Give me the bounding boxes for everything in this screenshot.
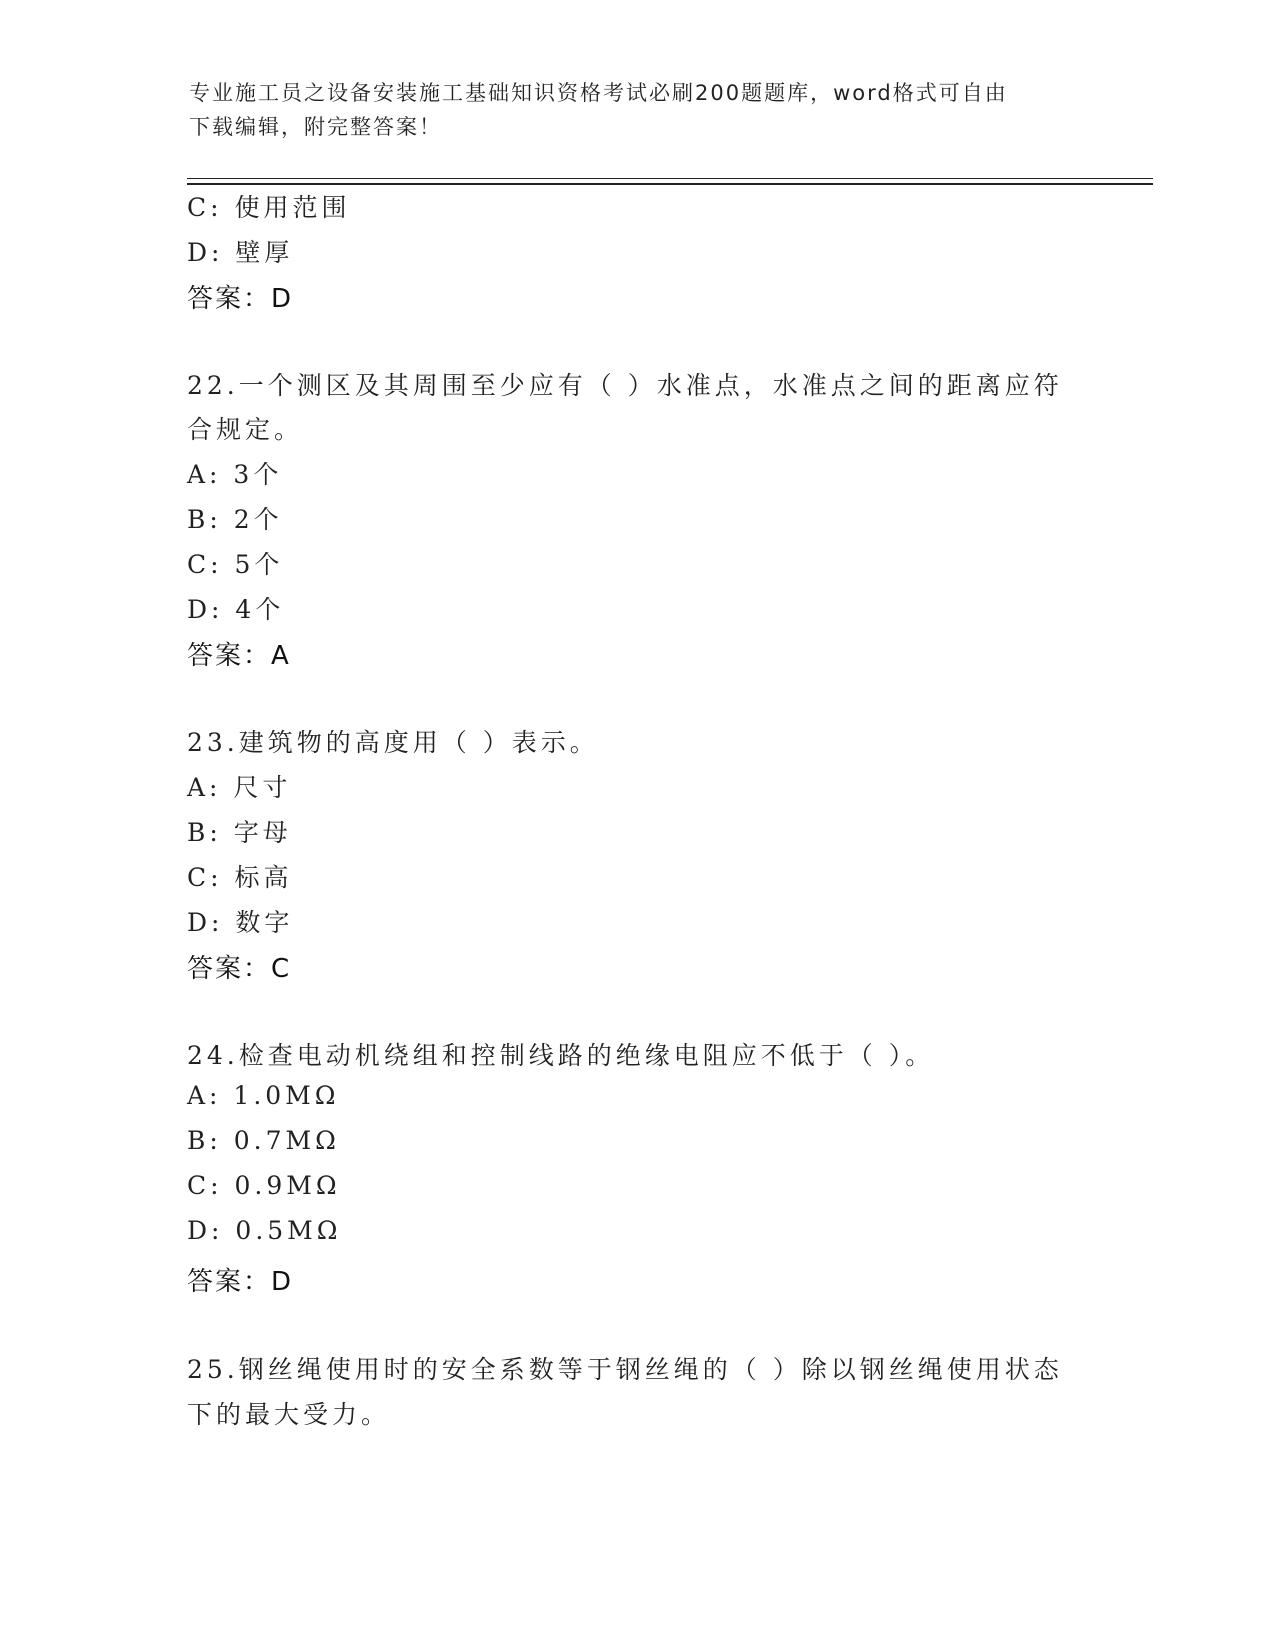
option-c: C: 使用范围	[187, 193, 351, 222]
option-c: C: 5个	[187, 550, 284, 579]
header-line-2: 下载编辑，附完整答案！	[189, 115, 442, 139]
document-header	[189, 76, 1069, 144]
option-c: C: 标高	[187, 863, 293, 892]
question-stem: 22.一个测区及其周围至少应有（ ）水准点，水准点之间的距离应符	[187, 371, 1063, 400]
option-c: C: 0.9MΩ	[187, 1171, 341, 1200]
option-a: A: 尺寸	[187, 773, 292, 802]
question-stem-continued: 合规定。	[187, 415, 304, 444]
option-b: B: 0.7MΩ	[187, 1126, 340, 1155]
header-line-1: 专业施工员之设备安装施工基础知识资格考试必刷200题题库，word格式可自由	[189, 81, 1008, 105]
answer-line: 答案：C	[187, 954, 292, 984]
header-divider-top	[187, 178, 1153, 179]
answer-line: 答案：D	[187, 284, 294, 314]
option-b: B: 2个	[187, 505, 283, 534]
option-d: D: 壁厚	[187, 238, 294, 267]
option-a: A: 1.0MΩ	[187, 1081, 340, 1110]
question-stem: 25.钢丝绳使用时的安全系数等于钢丝绳的（ ）除以钢丝绳使用状态	[187, 1355, 1063, 1384]
option-d: D: 4个	[187, 595, 285, 624]
option-a: A: 3个	[187, 460, 283, 489]
header-divider-bottom	[187, 183, 1153, 185]
answer-line: 答案：A	[187, 641, 291, 671]
question-stem-continued: 下的最大受力。	[187, 1400, 391, 1429]
option-d: D: 数字	[187, 908, 294, 937]
question-stem: 23.建筑物的高度用（ ）表示。	[187, 728, 599, 757]
question-stem: 24.检查电动机绕组和控制线路的绝缘电阻应不低于（ ）。	[187, 1041, 935, 1070]
answer-line: 答案：D	[187, 1267, 294, 1297]
option-d: D: 0.5MΩ	[187, 1216, 342, 1245]
option-b: B: 字母	[187, 818, 292, 847]
